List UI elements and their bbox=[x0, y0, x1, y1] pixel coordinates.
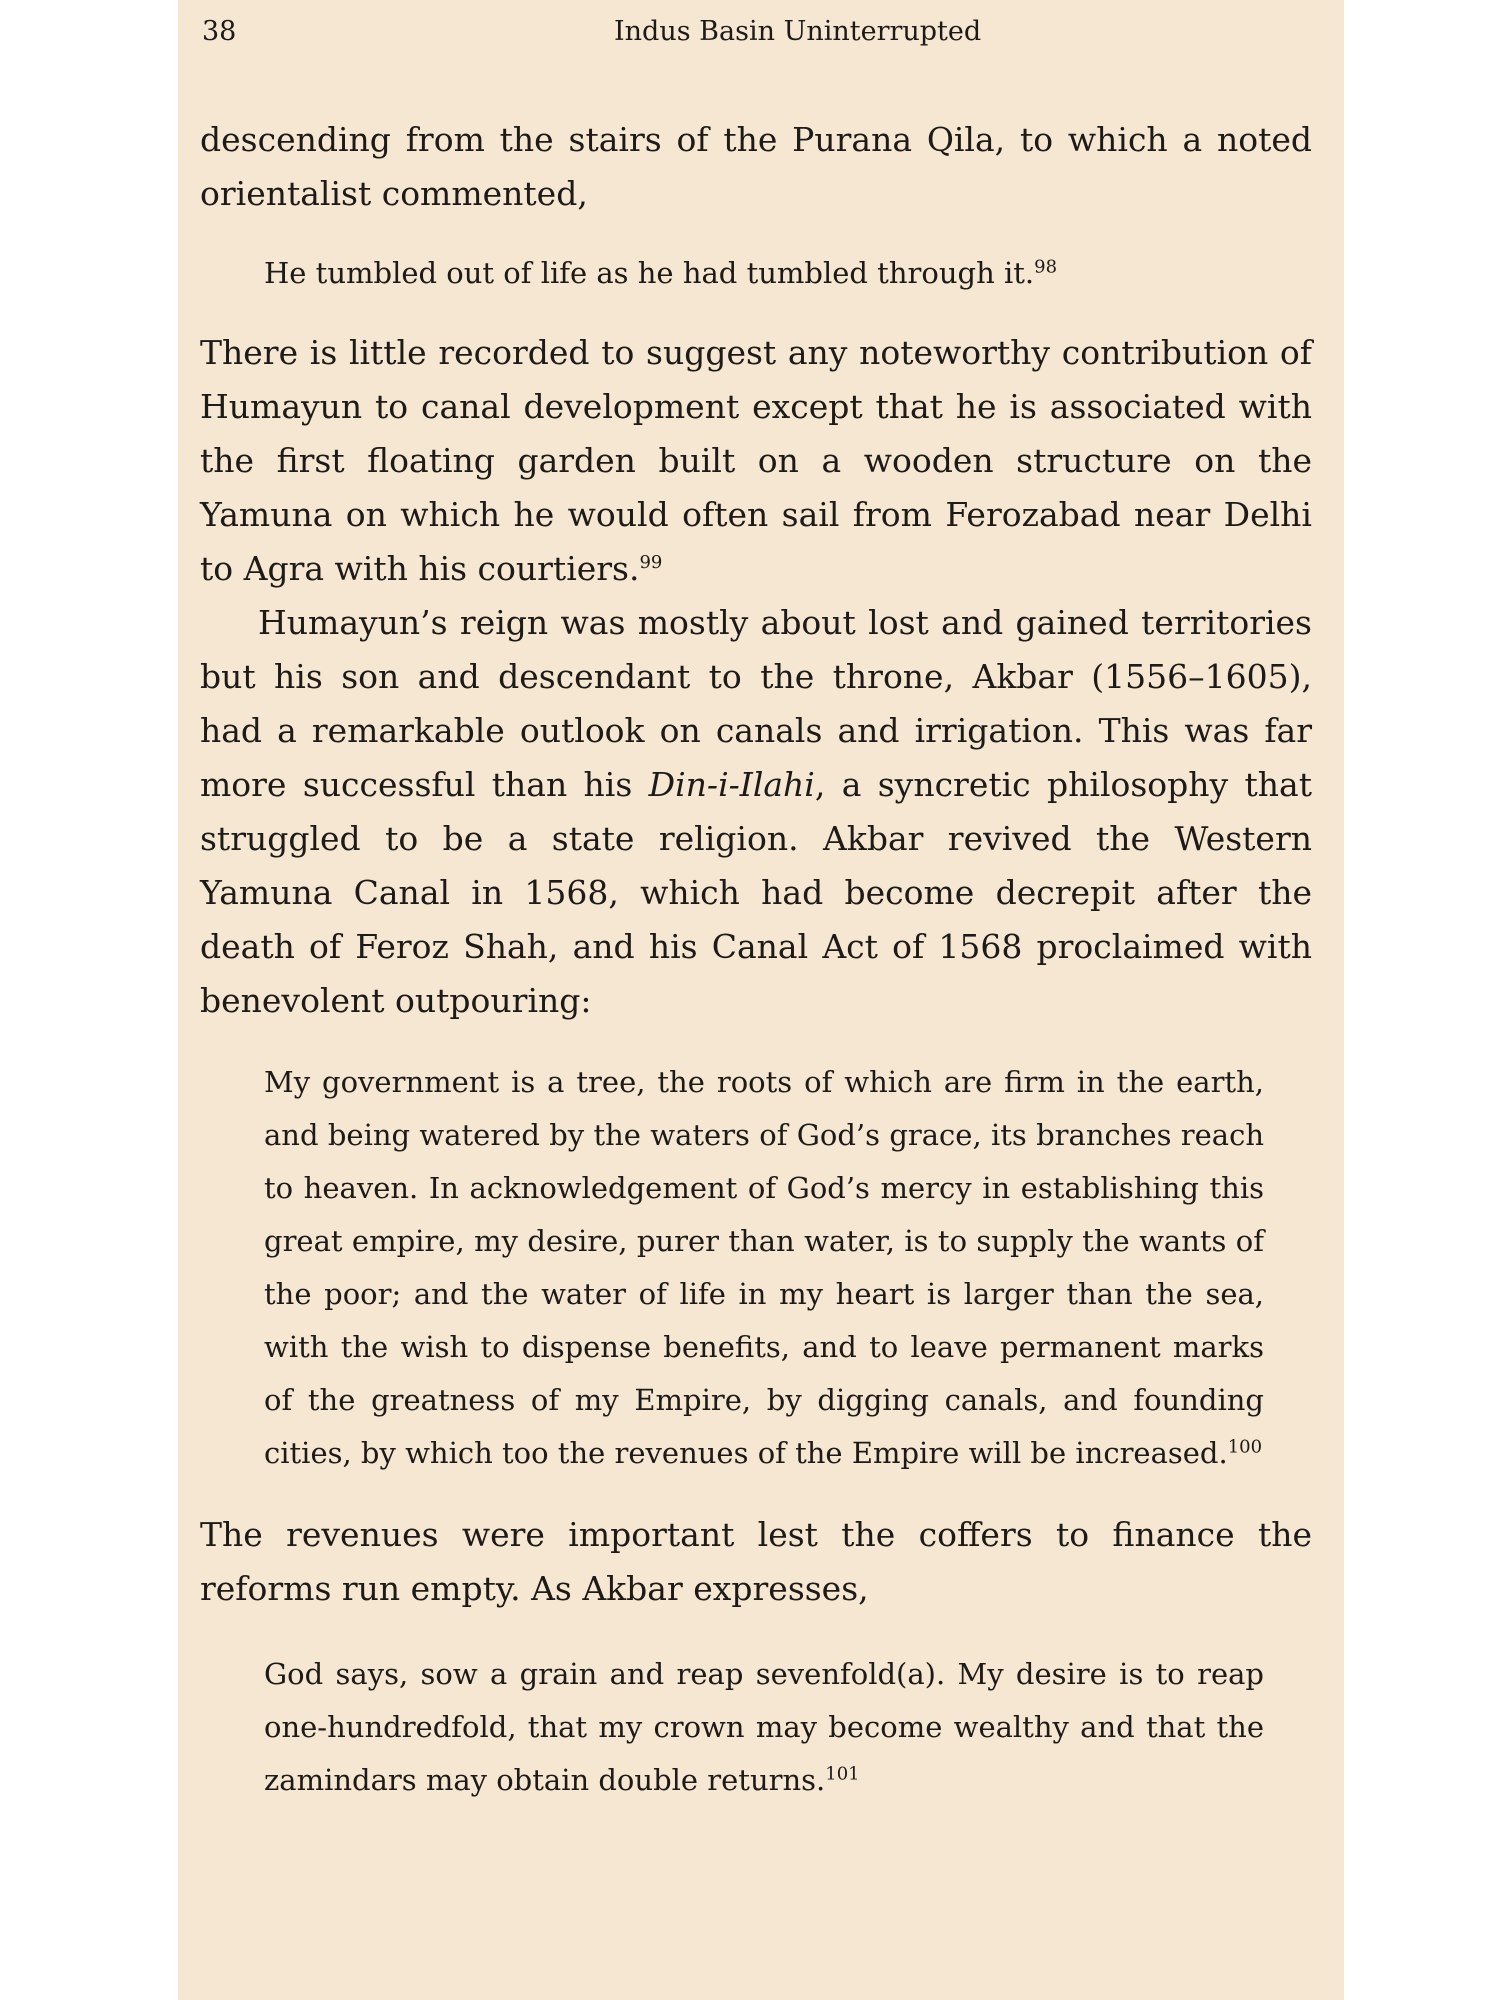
block-quote-sevenfold-text: God says, sow a grain and reap sevenfold(a). My desire is to reap one-hundredfold, that my crown may become wealthy and that the zamindars may obtain double returns. bbox=[264, 1657, 1264, 1797]
paragraph-floating-garden bbox=[200, 326, 1312, 596]
paragraph-akbar-text-start: Humayun’s reign was mostly about lost and gained territories but his son and descendant to the throne, Akbar (1556–1605), had a remarkable outlook on canals and irrigation. This was far more successful than his bbox=[200, 603, 1312, 804]
footnote-99: 99 bbox=[639, 552, 663, 573]
block-quote-canal-act-text: My government is a tree, the roots of which are firm in the earth, and being watered by the waters of God’s grace, its branches reach to heaven. In acknowledgement of God’s mercy in establishing this great empire, my desire, purer than water, is to supply the wants of the poor; and the water of life in my heart is larger than the sea, with the wish to dispense benefits, and to leave permanent marks of the greatness of my Empire, by digging canals, and founding cities, by which too the revenues of the Empire will be increased. bbox=[264, 1065, 1264, 1470]
paragraph-revenues bbox=[200, 1508, 1312, 1616]
paragraph-purana-qila bbox=[200, 113, 1312, 221]
paragraph-akbar-canals bbox=[200, 596, 1312, 1028]
paragraph-akbar-text-end: , a syncretic philosophy that struggled to be a state religion. Akbar revived the Western Yamuna Canal in 1568, which had become decrepit after the death of Feroz Shah, and his Canal Act of 1568 proclaimed with benevolent outpouring: bbox=[200, 765, 1312, 1020]
block-quote-humayun bbox=[264, 247, 1264, 300]
din-i-ilahi-italic: Din-i-Ilahi bbox=[648, 765, 815, 804]
footnote-101: 101 bbox=[825, 1763, 860, 1785]
book-page bbox=[178, 0, 1344, 2000]
book-title: Indus Basin Uninterrupted bbox=[614, 16, 982, 47]
body-text bbox=[200, 113, 1312, 1807]
paragraph-floating-garden-text: There is little recorded to suggest any noteworthy contribution of Humayun to canal development except that he is associated with the first floating garden built on a wooden structure on the Yamuna on which he would often sail from Ferozabad near Delhi to Agra with his courtiers. bbox=[200, 333, 1312, 588]
footnote-98: 98 bbox=[1034, 256, 1058, 278]
page-number: 38 bbox=[202, 16, 237, 47]
footnote-100: 100 bbox=[1227, 1436, 1263, 1458]
block-quote-sevenfold bbox=[264, 1648, 1264, 1807]
block-quote-canal-act bbox=[264, 1056, 1264, 1480]
paragraph-purana-qila-text: descending from the stairs of the Purana Qila, to which a noted orientalist commented, bbox=[200, 120, 1312, 213]
paragraph-revenues-text: The revenues were important lest the coffers to finance the reforms run empty. As Akbar expresses, bbox=[200, 1515, 1312, 1608]
block-quote-humayun-text: He tumbled out of life as he had tumbled through it. bbox=[264, 256, 1035, 290]
